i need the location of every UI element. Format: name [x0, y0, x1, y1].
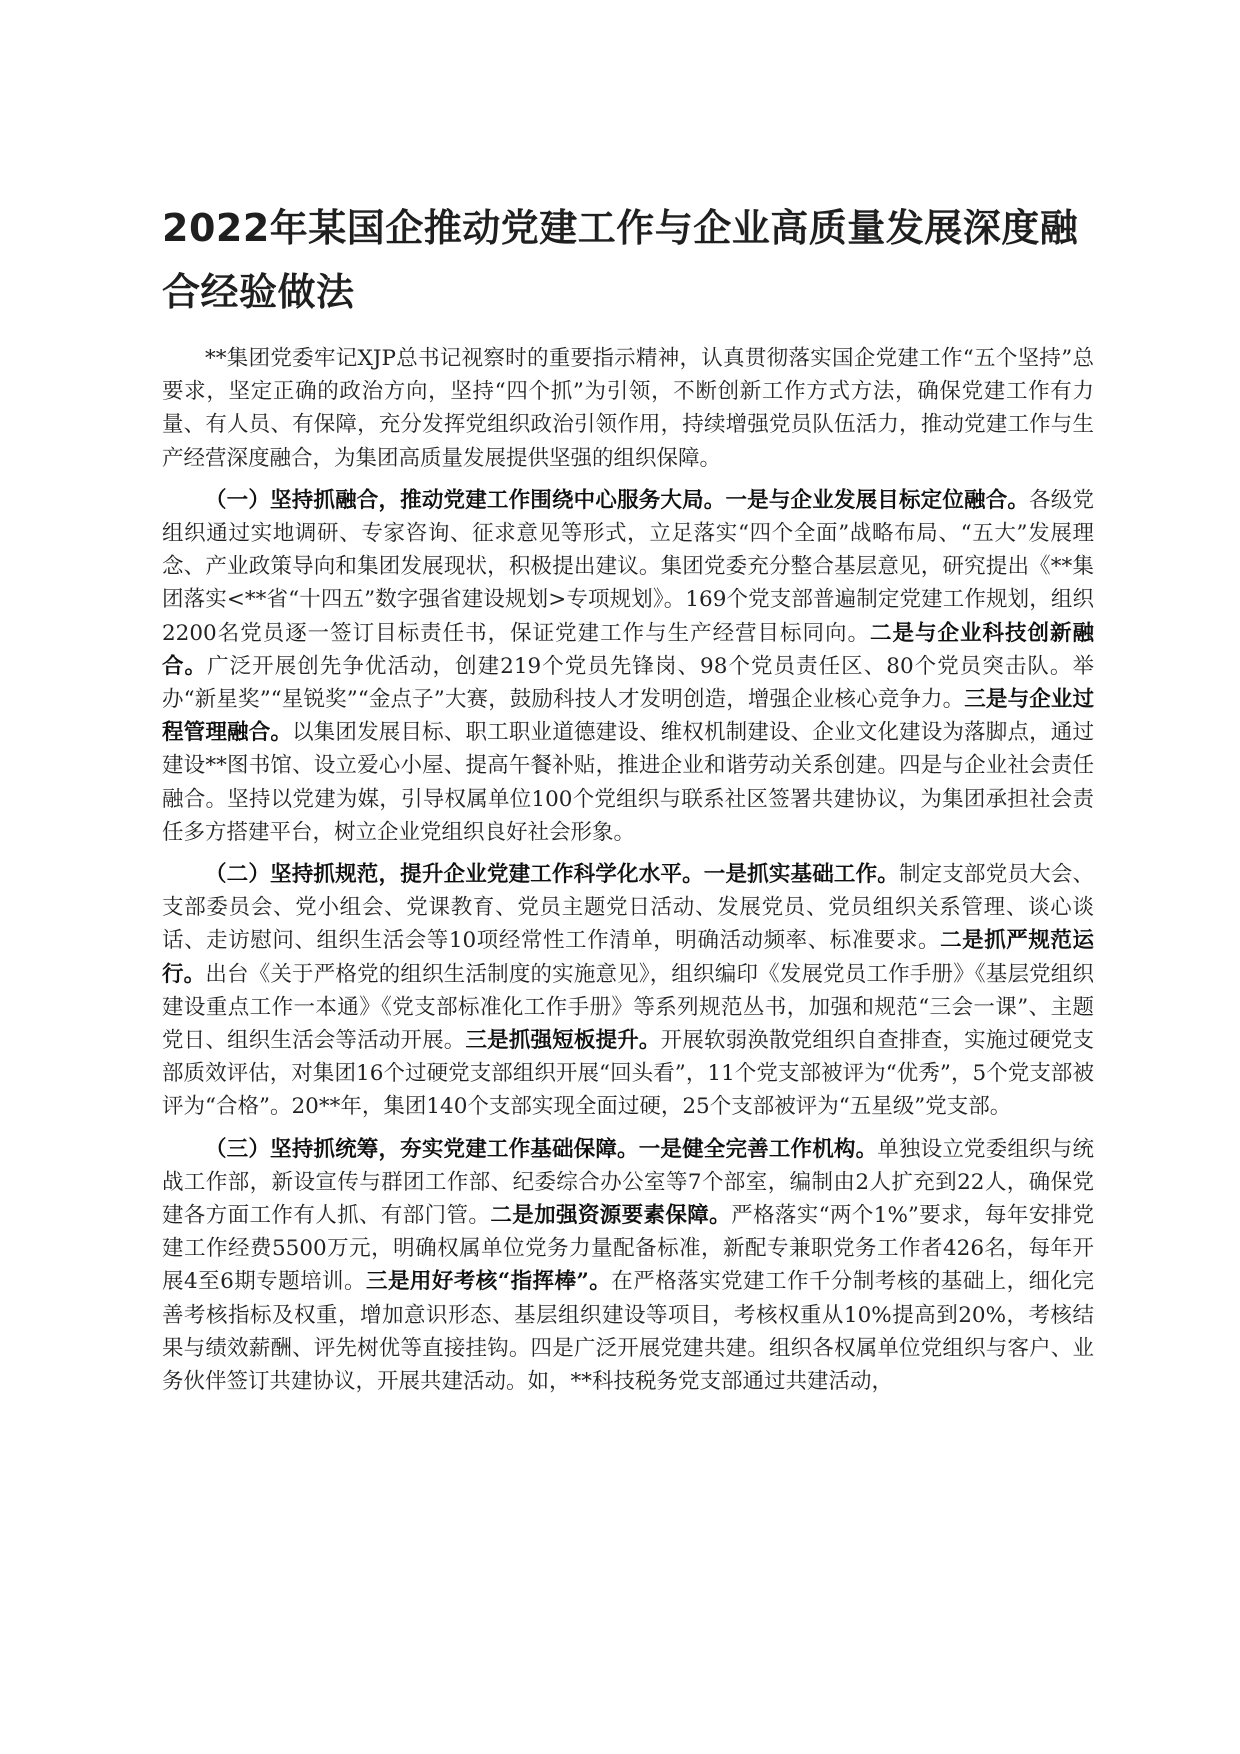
- section-2-point-2-label: 二是抓严规范运行。: [162, 928, 1094, 987]
- section-2-heading: （二）坚持抓规范，提升企业党建工作科学化水平。: [205, 862, 704, 888]
- section-2-point-3-label: 三是抓强短板提升。: [465, 1028, 661, 1054]
- section-3-paragraph: [162, 1133, 1094, 1399]
- section-3-point-1-text: 单独设立党委组织与统战工作部，新设宣传与群团工作部、纪委综合办公室等7个部室，编制由2人扩充到22人，确保党建各方面工作有人抓、有部门管。: [162, 1136, 1094, 1229]
- section-1-point-1-label: 一是与企业发展目标定位融合。: [725, 487, 1030, 513]
- section-1-heading: （一）坚持抓融合，推动党建工作围绕中心服务大局。: [205, 487, 726, 513]
- section-2-point-1-label: 一是抓实基础工作。: [703, 862, 899, 888]
- section-1-paragraph: [162, 484, 1094, 849]
- section-2-point-2-text: 出台《关于严格党的组织生活制度的实施意见》，组织编印《发展党员工作手册》《基层党组织建设重点工作一本通》《党支部标准化工作手册》等系列规范丛书，加强和规范“三会一课”、主题党日、组织生活会等活动开展。: [162, 961, 1094, 1054]
- section-3-heading: （三）坚持抓统筹，夯实党建工作基础保障。: [205, 1136, 639, 1162]
- section-2-paragraph: [162, 858, 1094, 1124]
- document-page: [162, 196, 1094, 1407]
- section-3-point-1-label: 一是健全完善工作机构。: [638, 1136, 878, 1162]
- section-1-point-3-text: 以集团发展目标、职工职业道德建设、维权机制建设、企业文化建设为落脚点，通过建设**图书馆、设立爱心小屋、提高午餐补贴，推进企业和谐劳动关系创建。四是与企业社会责任融合。坚持以党建为媒，引导权属单位100个党组织与联系社区签署共建协议，为集团承担社会责任多方搭建平台，树立企业党组织良好社会形象。: [162, 720, 1094, 845]
- section-1-point-2-text: 广泛开展创先争优活动，创建219个党员先锋岗、98个党员责任区、80个党员突击队。举办“新星奖”“星锐奖”“金点子”大赛，鼓励科技人才发明创造，增强企业核心竞争力。: [162, 653, 1094, 713]
- section-3-point-2-label: 二是加强资源要素保障。: [490, 1203, 732, 1229]
- section-3-point-2-text: 严格落实“两个1%”要求，每年安排党建工作经费5500万元，明确权属单位党务力量配备标准，新配专兼职党务工作者426名，每年开展4至6期专题培训。: [162, 1203, 1094, 1295]
- intro-paragraph: **集团党委牢记XJP总书记视察时的重要指示精神，认真贯彻落实国企党建工作“五个坚持”总要求，坚定正确的政治方向，坚持“四个抓”为引领，不断创新工作方式方法，确保党建工作有力量、有人员、有保障，充分发挥党组织政治引领作用，持续增强党员队伍活力，推动党建工作与生产经营深度融合，为集团高质量发展提供坚强的组织保障。: [162, 346, 1094, 471]
- section-2-point-1-text: 制定支部党员大会、支部委员会、党小组会、党课教育、党员主题党日活动、发展党员、党员组织关系管理、谈心谈话、走访慰问、组织生活会等10项经常性工作清单，明确活动频率、标准要求。: [162, 862, 1094, 954]
- section-1-point-1-text: 各级党组织通过实地调研、专家咨询、征求意见等形式，立足落实“四个全面”战略布局、“五大”发展理念、产业政策导向和集团发展现状，积极提出建议。集团党委充分整合基层意见，研究提出《**集团落实<**省“十四五”数字强省建设规划>专项规划》。169个党支部普遍制定党建工作规划，组织2200名党员逐一签订目标责任书，保证党建工作与生产经营目标同向。: [162, 487, 1094, 646]
- section-2-point-3-text: 开展软弱涣散党组织自查排查，实施过硬党支部质效评估，对集团16个过硬党支部组织开展“回头看”，11个党支部被评为“优秀”，5个党支部被评为“合格”。20**年，集团140个支部实现全面过硬，25个支部被评为“五星级”党支部。: [162, 1028, 1094, 1120]
- document-title: 2022年某国企推动党建工作与企业高质量发展深度融合经验做法: [162, 206, 1079, 314]
- section-1-point-2-label: 二是与企业科技创新融合。: [162, 620, 1094, 679]
- section-3-point-3-label: 三是用好考核“指挥棒”。: [365, 1269, 612, 1295]
- section-1-point-3-label: 三是与企业过程管理融合。: [162, 687, 1094, 746]
- section-3-point-3-text: 在严格落实党建工作千分制考核的基础上，细化完善考核指标及权重，增加意识形态、基层组织建设等项目，考核权重从10%提高到20%，考核结果与绩效薪酬、评先树优等直接挂钩。四是广泛开展党建共建。组织各权属单位党组织与客户、业务伙伴签订共建协议，开展共建活动。如，**科技税务党支部通过共建活动，: [162, 1269, 1094, 1395]
